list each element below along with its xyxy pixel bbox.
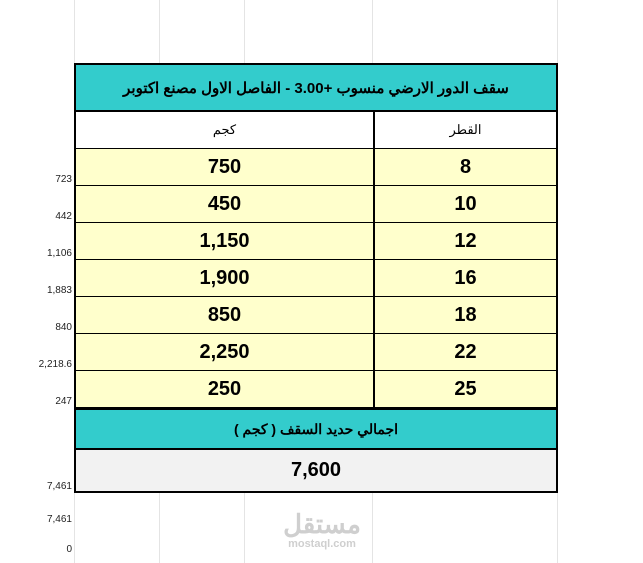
diameter-cell[interactable]: 8	[373, 149, 556, 185]
side-total[interactable]: 7,461	[46, 514, 72, 525]
weight-cell[interactable]: 850	[207, 303, 242, 326]
watermark-logo	[282, 510, 362, 550]
watermark-arabic: مستقل	[283, 509, 361, 539]
weight-cell[interactable]: 1,900	[199, 266, 250, 289]
weight-cell[interactable]: 450	[207, 192, 242, 215]
diameter-cell[interactable]: 10	[373, 186, 556, 222]
weight-cell[interactable]: 2,250	[199, 340, 250, 363]
diameter-cell[interactable]: 25	[373, 371, 556, 407]
header-diameter[interactable]: القطر	[373, 112, 556, 148]
header-weight[interactable]: كجم	[212, 122, 237, 137]
total-label[interactable]: اجمالي حديد السقف ( كجم )	[74, 408, 558, 450]
table-row	[74, 223, 558, 260]
table-row	[74, 334, 558, 371]
side-value[interactable]: 2,218.6	[38, 359, 72, 370]
diameter-cell[interactable]: 22	[373, 334, 556, 370]
weight-cell[interactable]: 1,150	[199, 229, 250, 252]
table-row	[74, 260, 558, 297]
total-value[interactable]: 7,600	[74, 450, 558, 493]
watermark-latin: mostaql.com	[288, 538, 356, 550]
weight-cell[interactable]: 750	[207, 155, 242, 178]
table-title[interactable]: سقف الدور الارضي منسوب +3.00 - الفاصل الاول مصنع اكتوبر	[74, 63, 558, 112]
side-total[interactable]: 0	[66, 544, 72, 555]
side-value[interactable]: 1,106	[46, 248, 72, 259]
side-value[interactable]: 840	[55, 322, 72, 333]
table-row	[74, 186, 558, 223]
weight-cell[interactable]: 250	[207, 377, 242, 400]
table-row	[74, 371, 558, 408]
diameter-cell[interactable]: 12	[373, 223, 556, 259]
side-value[interactable]: 247	[55, 396, 72, 407]
table-row	[74, 297, 558, 334]
side-value[interactable]: 1,883	[46, 285, 72, 296]
side-value[interactable]: 723	[55, 174, 72, 185]
diameter-cell[interactable]: 16	[373, 260, 556, 296]
table-row	[74, 149, 558, 186]
side-value[interactable]: 442	[55, 211, 72, 222]
diameter-cell[interactable]: 18	[373, 297, 556, 333]
header-row	[74, 112, 558, 149]
side-total[interactable]: 7,461	[46, 481, 72, 492]
